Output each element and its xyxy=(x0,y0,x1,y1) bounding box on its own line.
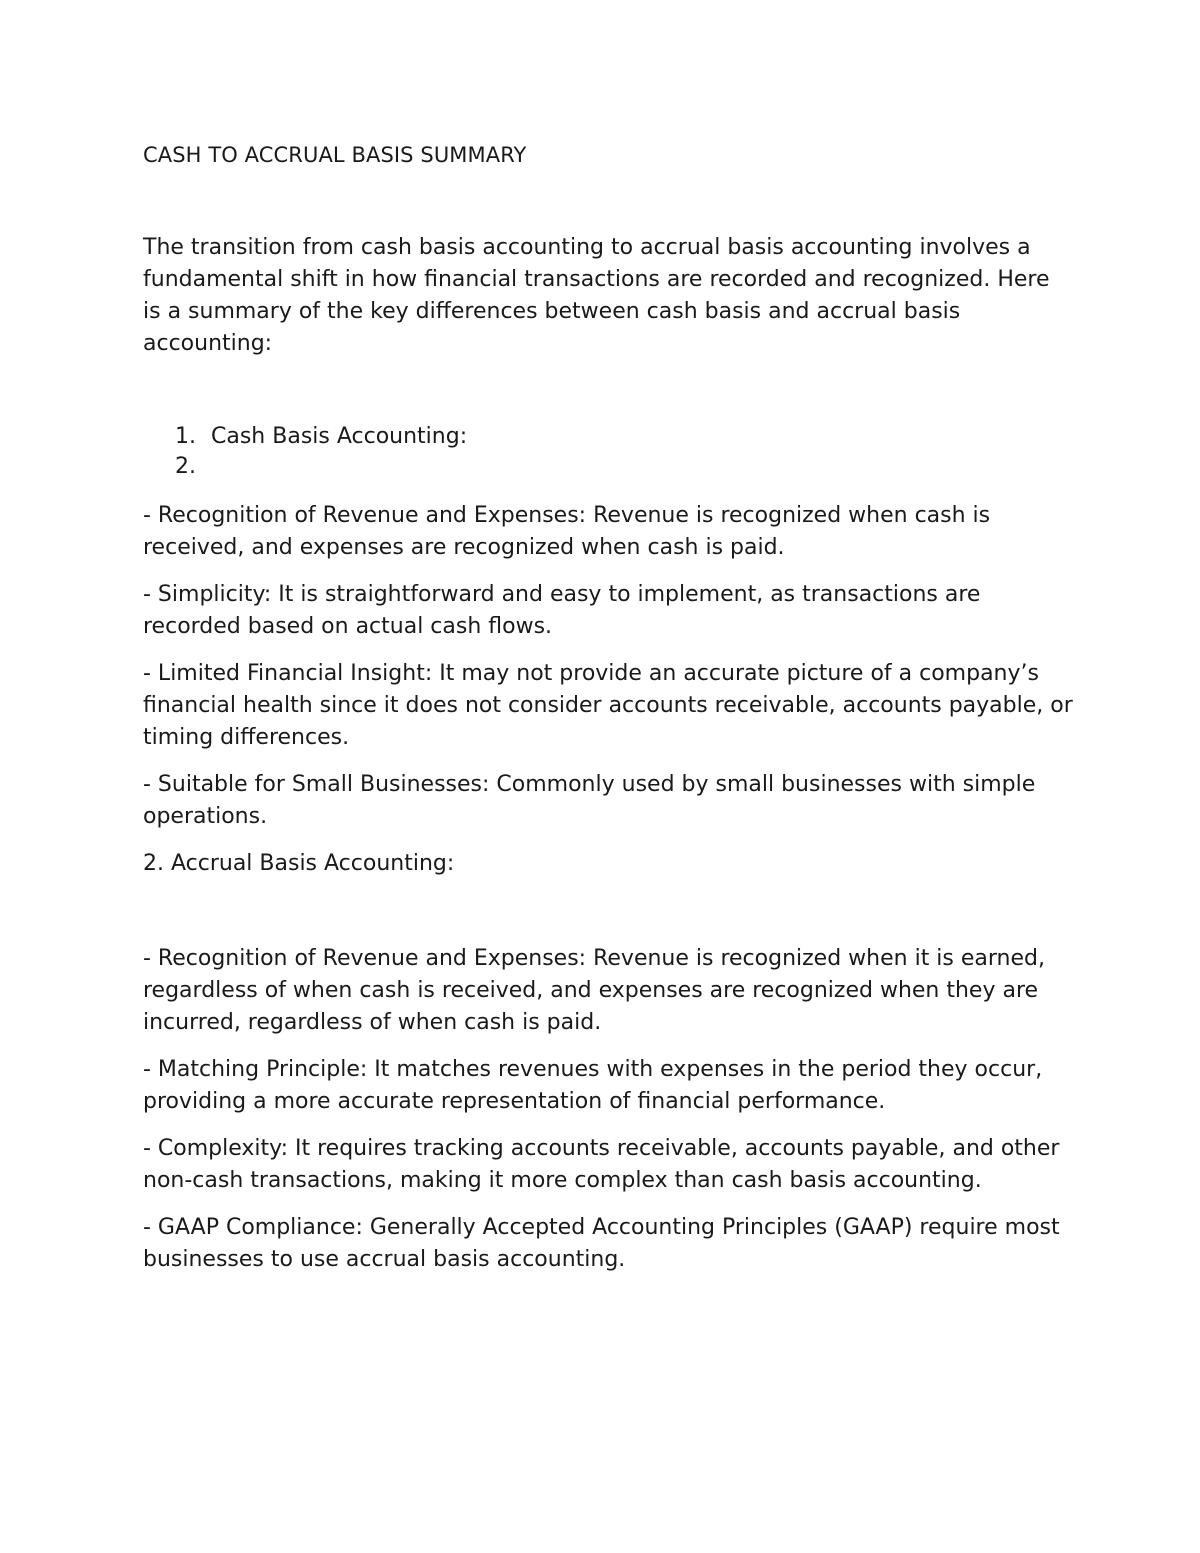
list-item-text: Cash Basis Accounting: xyxy=(211,424,468,449)
cash-point-small-businesses: - Suitable for Small Businesses: Commonly used by small businesses with simple operations. xyxy=(143,772,1036,829)
accrual-heading: 2. Accrual Basis Accounting: xyxy=(143,851,455,876)
cash-point-simplicity: - Simplicity: It is straightforward and easy to implement, as transactions are recorded based on actual cash flows. xyxy=(143,582,981,639)
numbered-list-item xyxy=(143,452,1073,482)
accrual-basis-points xyxy=(143,943,1073,1276)
cash-point-recognition: - Recognition of Revenue and Expenses: Revenue is recognized when cash is received, and expenses are recognized when cash is paid. xyxy=(143,503,991,560)
cash-basis-points xyxy=(143,500,1073,833)
document-title: CASH TO ACCRUAL BASIS SUMMARY xyxy=(143,143,527,167)
numbered-list-item xyxy=(143,422,1073,452)
list-number: 1. xyxy=(175,424,196,449)
accrual-point-complexity: - Complexity: It requires tracking accounts receivable, accounts payable, and other non-cash transactions, making it more complex than cash basis accounting. xyxy=(143,1136,1060,1193)
list-number: 2. xyxy=(175,454,196,479)
accrual-point-matching: - Matching Principle: It matches revenues with expenses in the period they occur, providing a more accurate representation of financial performance. xyxy=(143,1057,1043,1114)
numbered-list xyxy=(143,422,1073,482)
accrual-point-gaap: - GAAP Compliance: Generally Accepted Accounting Principles (GAAP) require most businesses to use accrual basis accounting. xyxy=(143,1215,1060,1272)
document-body xyxy=(143,139,1073,1276)
intro-paragraph: The transition from cash basis accounting to accrual basis accounting involves a fundamental shift in how financial transactions are recorded and recognized. Here is a summary of the key differences between cash basis and accrual basis accounting: xyxy=(143,235,1050,356)
cash-point-limited-insight: - Limited Financial Insight: It may not provide an accurate picture of a company’s financial health since it does not consider accounts receivable, accounts payable, or timing differences. xyxy=(143,661,1073,750)
accrual-point-recognition: - Recognition of Revenue and Expenses: Revenue is recognized when it is earned, regardless of when cash is received, and expenses are recognized when they are incurred, regardless of when cash is paid. xyxy=(143,946,1045,1035)
